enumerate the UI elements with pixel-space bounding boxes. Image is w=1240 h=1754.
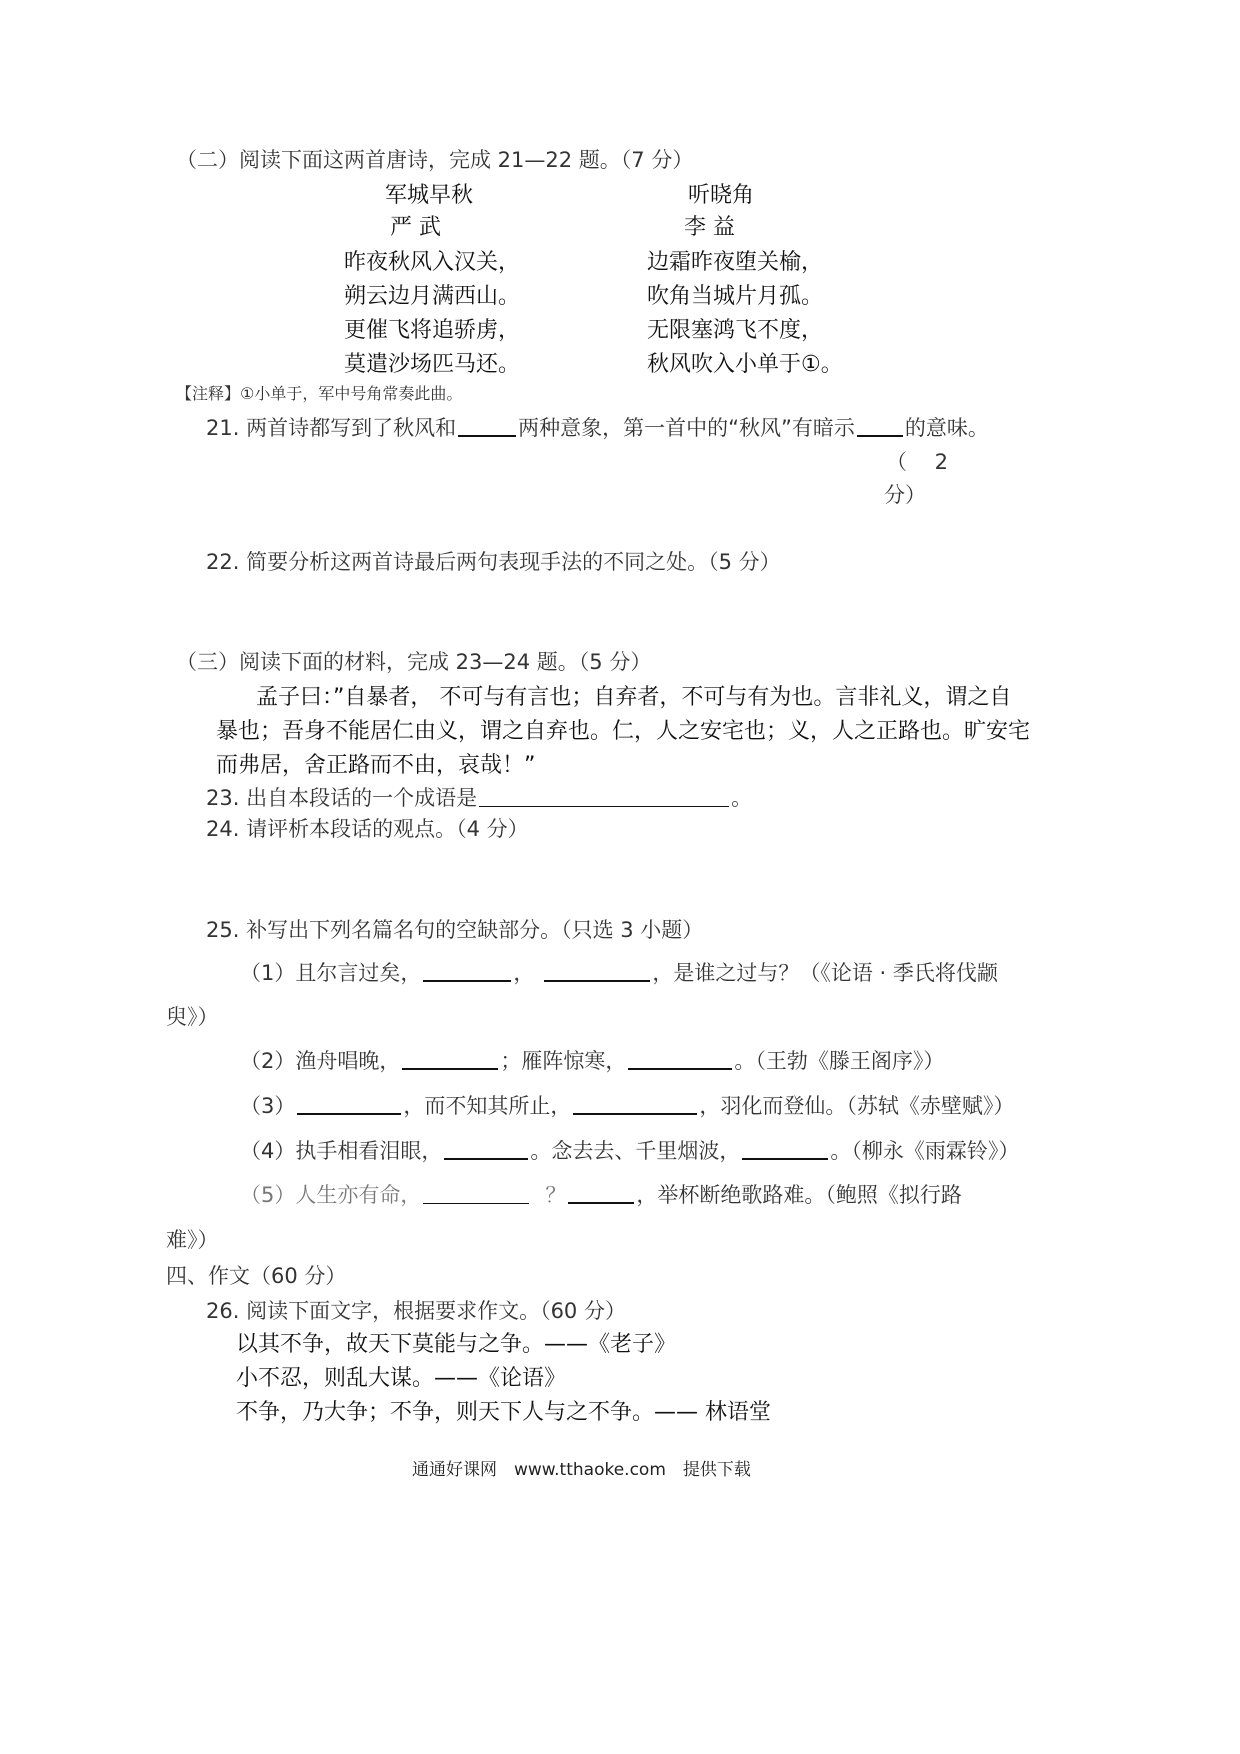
answer-blank[interactable] (402, 1048, 498, 1070)
essay-quote-2: 小不忍，则乱大谋。——《论语》 (236, 1366, 567, 1391)
poem2-title: 听晓角 (688, 183, 755, 208)
q21-score-close: 分） (884, 483, 926, 507)
section2-heading: （二）阅读下面这两首唐诗，完成 21—22 题。（7 分） (176, 148, 694, 172)
answer-blank[interactable] (573, 1093, 697, 1115)
q25-item-1: （1）且尔言过矣， ， ，是谁之过与？（《论语 · 季氏将伐颛 (240, 961, 998, 985)
question-26: 26. 阅读下面文字，根据要求作文。（60 分） (206, 1299, 626, 1323)
q25-item-3: （3） ，而不知其所止， ，羽化而登仙。（苏轼《赤壁赋》） (240, 1094, 1015, 1118)
q25-item-2: （2）渔舟唱晚， ；雁阵惊寒， 。（王勃《滕王阁序》） (240, 1049, 945, 1073)
question-21: 21. 两首诗都写到了秋风和 两种意象，第一首中的“秋风”有暗示 的意味。 (206, 416, 989, 440)
poem2-line-3: 无限塞鸿飞不度， (647, 318, 824, 343)
passage-line-2: 暴也；吾身不能居仁由义，谓之自弃也。仁，人之安宅也；义，人之正路也。旷安宅 (216, 719, 1031, 744)
poem2-line-1: 边霜昨夜堕关榆， (647, 250, 824, 275)
question-22: 22. 简要分析这两首诗最后两句表现手法的不同之处。（5 分） (206, 550, 781, 574)
answer-blank[interactable] (568, 1182, 634, 1204)
poem2-author: 李 益 (684, 215, 735, 240)
section4-heading: 四、作文（60 分） (166, 1264, 347, 1288)
poem1-title: 军城早秋 (385, 183, 474, 208)
answer-blank[interactable] (544, 960, 650, 982)
answer-blank[interactable] (297, 1093, 401, 1115)
answer-blank[interactable] (742, 1138, 828, 1160)
question-23: 23. 出自本段话的一个成语是 。 (206, 786, 753, 810)
answer-blank[interactable] (628, 1048, 732, 1070)
poem1-author: 严 武 (390, 215, 441, 240)
poem2-line-2: 吹角当城片月孤。 (647, 284, 824, 309)
answer-blank[interactable] (857, 415, 903, 437)
q25-item-1-cont: 臾》） (166, 1005, 219, 1029)
poem1-line-2: 朔云边月满西山。 (344, 284, 521, 309)
question-25-heading: 25. 补写出下列名篇名句的空缺部分。（只选 3 小题） (206, 918, 704, 942)
section3-heading: （三）阅读下面的材料，完成 23—24 题。（5 分） (176, 650, 652, 674)
question-24: 24. 请评析本段话的观点。（4 分） (206, 817, 529, 841)
essay-quote-3: 不争，乃大争；不争，则天下人与之不争。—— 林语堂 (236, 1400, 771, 1425)
answer-blank[interactable] (444, 1138, 528, 1160)
page-footer: 通通好课网 www.tthaoke.com 提供下载 (412, 1460, 751, 1480)
q25-item-5: （5）人生亦有命， ？ ，举杯断绝歌路难。（鲍照《拟行路 (240, 1183, 962, 1207)
answer-blank[interactable] (423, 960, 511, 982)
poem1-line-4: 莫遣沙场匹马还。 (344, 352, 521, 377)
answer-blank[interactable] (479, 786, 729, 807)
q21-score-open: （ 2 (886, 450, 949, 474)
poem-note: 【注释】①小单于，军中号角常奏此曲。 (176, 384, 463, 403)
q25-item-4: （4）执手相看泪眼， 。念去去、千里烟波， 。（柳永《雨霖铃》） (240, 1139, 1020, 1163)
answer-blank[interactable] (423, 1183, 529, 1204)
poem1-line-3: 更催飞将追骄虏， (344, 318, 521, 343)
essay-quote-1: 以其不争，故天下莫能与之争。——《老子》 (236, 1332, 677, 1357)
answer-blank[interactable] (458, 415, 516, 437)
poem2-line-4: 秋风吹入小单于①。 (647, 352, 843, 377)
passage-line-1: 孟子曰：”自暴者， 不可与有言也；自弃者，不可与有为也。言非礼义，谓之自 (256, 685, 1012, 710)
q25-item-5-cont: 难》） (166, 1228, 219, 1252)
poem1-line-1: 昨夜秋风入汉关， (344, 250, 521, 275)
passage-line-3: 而弗居，舍正路而不由，哀哉！” (216, 753, 536, 778)
